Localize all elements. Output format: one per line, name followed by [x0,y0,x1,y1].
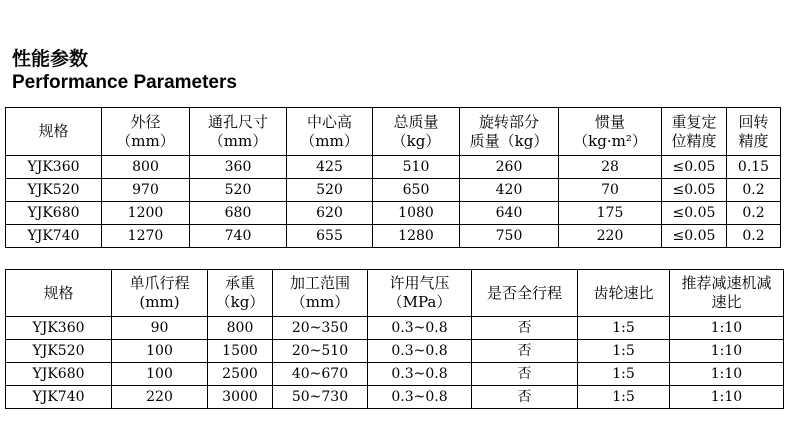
column-header [112,270,208,317]
header-line: 精度 [738,131,769,150]
table-cell: 220 [112,386,208,409]
table-cell: 655 [287,225,373,248]
header-line: 速比 [711,293,742,311]
table-cell: 620 [287,202,373,225]
table-cell: 680 [190,202,287,225]
header-line: 许用气压 [389,274,450,292]
table-cell: 28 [559,156,662,179]
table-row [6,179,781,202]
table-cell: 520 [287,179,373,202]
table-cell: 1:10 [670,317,784,340]
table-cell: 510 [373,156,460,179]
table-cell: 0.3~0.8 [368,317,472,340]
table-cell: YJK360 [6,317,112,340]
table-cell: 1:5 [578,386,670,409]
table-cell: 0.2 [727,202,781,225]
header-line: 回转 [738,112,769,131]
table-cell: 50~730 [273,386,368,409]
column-header [373,108,460,156]
table-cell: 3000 [208,386,273,409]
table-cell: 20~510 [273,340,368,363]
header-line: 位精度 [671,131,717,150]
header-line: （MPa） [387,293,452,311]
column-header [6,270,112,317]
table-cell: 740 [190,225,287,248]
table-cell: 1270 [102,225,190,248]
section-title-en: Performance Parameters [12,72,237,93]
column-header [670,270,784,317]
table-cell: 1280 [373,225,460,248]
column-header [190,108,287,156]
table-cell: 2500 [208,363,273,386]
table-row [6,156,781,179]
performance-table-2 [5,269,784,409]
header-line: 通孔尺寸 [207,112,268,131]
column-header [287,108,373,156]
table-cell: 否 [472,340,578,363]
table-row [6,317,784,340]
header-line: （kg·m²） [573,131,647,150]
header-line: 惯量 [594,112,625,131]
table-cell: 360 [190,156,287,179]
table-cell: 1:5 [578,340,670,363]
table-cell: 175 [559,202,662,225]
table-cell: 70 [559,179,662,202]
table-cell: 800 [208,317,273,340]
table-cell: 520 [190,179,287,202]
header-line: （kg） [215,293,265,311]
table-cell: 0.2 [727,225,781,248]
header-line: 推荐减速机减 [681,274,772,292]
header-line: 规格 [43,283,74,302]
column-header [662,108,727,156]
table-cell: 100 [112,340,208,363]
table-cell: 否 [472,363,578,386]
table-row [6,363,784,386]
table-cell: 420 [460,179,559,202]
table-row [6,202,781,225]
header-line: （mm） [208,131,268,150]
table-cell: 否 [472,317,578,340]
table-cell: 970 [102,179,190,202]
table-header-row [6,270,784,317]
table-cell: 40~670 [273,363,368,386]
table-cell: 220 [559,225,662,248]
table-cell: YJK680 [6,363,112,386]
header-line: (mm) [139,293,180,311]
table-cell: 90 [112,317,208,340]
table-cell: 650 [373,179,460,202]
table-cell: 260 [460,156,559,179]
header-line: 齿轮速比 [593,283,654,302]
column-header [460,108,559,156]
header-line: （mm） [290,293,350,311]
header-line: （mm） [116,131,175,150]
table-cell: ≤0.05 [662,225,727,248]
table-cell: 1200 [102,202,190,225]
column-header [578,270,670,317]
table-cell: ≤0.05 [662,202,727,225]
header-line: 重复定 [671,112,717,131]
header-line: 是否全行程 [486,283,562,302]
table-cell: 1:10 [670,386,784,409]
header-line: （mm） [300,131,359,150]
table-cell: 0.3~0.8 [368,363,472,386]
column-header [559,108,662,156]
table-cell: 0.3~0.8 [368,340,472,363]
header-line: 加工范围 [289,274,350,292]
header-line: 总质量 [393,112,439,131]
table-cell: 0.15 [727,156,781,179]
table-header-row [6,108,781,156]
header-line: 承重 [224,274,255,292]
table-cell: 100 [112,363,208,386]
column-header [102,108,190,156]
column-header [6,108,102,156]
header-line: 质量（kg） [469,131,549,150]
table-row [6,225,781,248]
table-cell: YJK520 [6,340,112,363]
table-cell: 0.3~0.8 [368,386,472,409]
header-line: 外径 [130,112,161,131]
table-cell: YJK740 [6,225,102,248]
table-cell: 640 [460,202,559,225]
table-cell: 20~350 [273,317,368,340]
table-cell: ≤0.05 [662,156,727,179]
performance-table-1 [5,107,781,248]
table-cell: 否 [472,386,578,409]
section-title-zh: 性能参数 [12,48,89,70]
table-cell: 1:5 [578,363,670,386]
table-cell: 1080 [373,202,460,225]
column-header [273,270,368,317]
table-cell: ≤0.05 [662,179,727,202]
table-cell: 1:5 [578,317,670,340]
table-cell: 1500 [208,340,273,363]
table-cell: YJK520 [6,179,102,202]
header-line: 单爪行程 [129,274,190,292]
table-cell: YJK740 [6,386,112,409]
table-cell: 1:10 [670,363,784,386]
table-cell: 425 [287,156,373,179]
column-header [208,270,273,317]
header-line: 规格 [38,122,69,140]
table-cell: 1:10 [670,340,784,363]
table-row [6,340,784,363]
column-header [472,270,578,317]
table-row [6,386,784,409]
header-line: 中心高 [306,112,352,131]
table-cell: 0.2 [727,179,781,202]
header-line: （kg） [391,131,441,150]
column-header [727,108,781,156]
table-cell: YJK680 [6,202,102,225]
table-cell: 800 [102,156,190,179]
column-header [368,270,472,317]
header-line: 旋转部分 [478,112,539,131]
table-cell: YJK360 [6,156,102,179]
table-cell: 750 [460,225,559,248]
